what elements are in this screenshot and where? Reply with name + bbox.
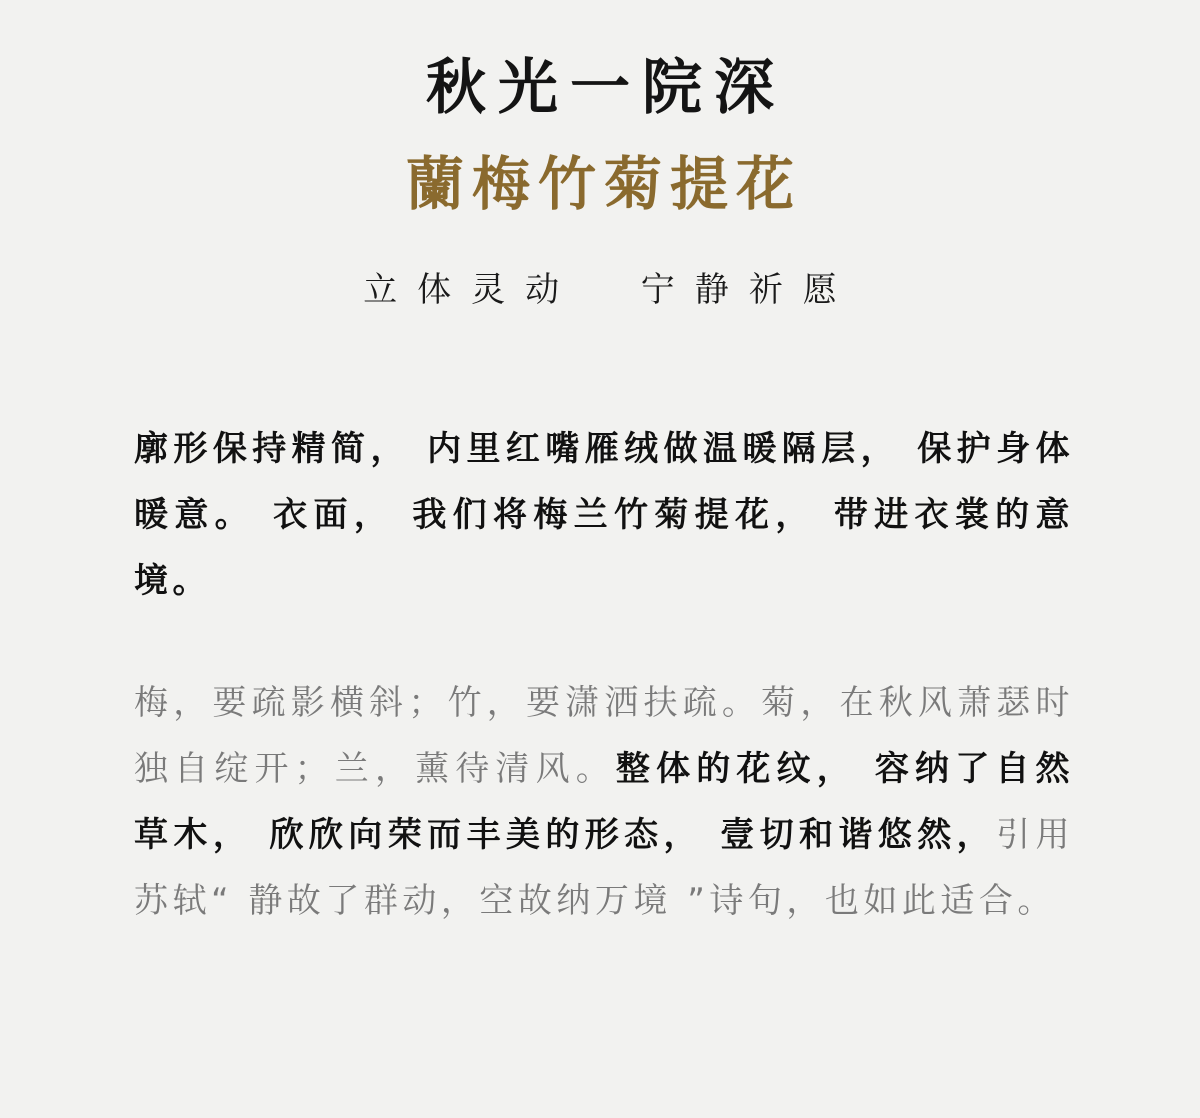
description-paragraph-2 [134,670,1074,934]
page-subtitle: 蘭梅竹菊提花 [405,150,802,218]
description-paragraph-1: 廓形保持精简， 内里红嘴雁绒做温暖隔层， 保护身体暖意。 衣面， 我们将梅兰竹菊提花， 带进衣裳的意境。 [134,429,1074,601]
paragraph-2-part-2-emphasis: 整体的花纹， 容纳了自然草木， 欣欣向荣而丰美的形态， 壹切和谐悠然， [134,749,1075,855]
page-title: 秋光一院深 [426,53,786,123]
paragraph-2-part-1: 梅，要疏影横斜；竹，要潇洒扶疏。菊，在秋风萧瑟时独自绽开；兰，薰待清风。 [134,683,1074,789]
paragraph-2-part-3: 引用苏轼“ 静故了群动，空故纳万境 ”诗句，也如此适合。 [134,815,1074,921]
tagline: 立体灵动 宁静祈愿 [363,270,857,310]
